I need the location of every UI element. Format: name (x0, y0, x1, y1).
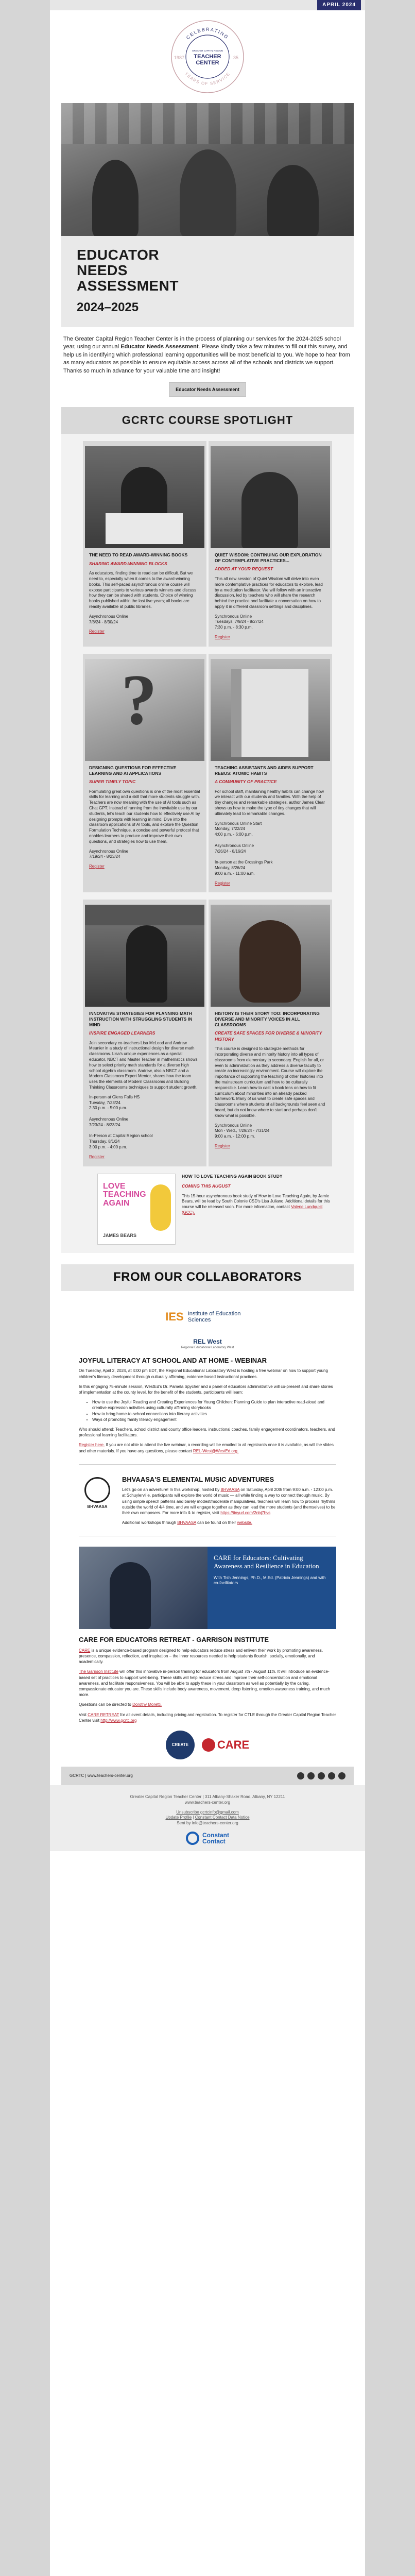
bhvaasa-url-link[interactable]: https://tinyurl.com/2nbj7hvs (220, 1511, 271, 1515)
footer-sep: | (192, 1815, 195, 1820)
course-subtitle: A COMMUNITY OF PRACTICE (215, 779, 277, 785)
care-logo-mark (202, 1738, 215, 1752)
course-image (211, 905, 330, 1007)
care-retreat-link[interactable]: CARE RETREAT (88, 1712, 119, 1717)
hero-image (61, 103, 354, 236)
course-schedule: In-person at Glens Falls HS Tuesday, 7/23/24 2:30 p.m. - 5:00 p.m. Asynchronous Online 7/23/24 - 8/23/24 In-Person at Capital Region school Thursday, 8/1/24 3:00 p.m. - 4:00 p.m. (89, 1094, 153, 1150)
course-schedule: Asynchronous Online 7/8/24 - 8/30/24 (89, 614, 129, 624)
course-desc: Join secondary co-teachers Lisa McLeod and Andrew Meunier in a study of instructional design for diverse math classrooms. Lisa's unique experiences as a special educator, NBCT and Master Teacher in mathematics shows how to select priority math standards for a diverse high school algebra classroom. Andrew, also a NBCT and a Modern Classroom Expert Mentor, shares how the team uses the elements of Modern Classrooms and Building Thinking Classrooms techniques to support student growth. (89, 1040, 198, 1090)
garrison-banner-photo (79, 1547, 208, 1629)
course-desc: As educators, finding time to read can be difficult. But we need to, especially when it comes to the award-winning books. This self-paced asynchronous online course will expose participants to various awards winners and discuss how they can be shared with students. Choice of winning books published within the last five years; all books are readily available at public libraries. (89, 571, 197, 609)
needs-assessment-button[interactable]: Educator Needs Assessment (169, 382, 246, 397)
rel-west-sub: Regional Educational Laboratory West (181, 1346, 234, 1349)
unsubscribe-link[interactable]: Unsubscribe gcrtcinfo@gmail.com (176, 1809, 239, 1815)
update-profile-link[interactable]: Update Profile (165, 1815, 192, 1820)
course-image-question-mark: ? (121, 659, 157, 740)
create-logo (166, 1731, 195, 1759)
youtube-icon[interactable] (338, 1772, 345, 1780)
garrison-p1-text: is a unique evidence-based program designed to help educators reduce stress and enliven their work by promoting awareness, presence, compassion, reflection, and inspiration – the inner resources needed to help students flourish, socially, emotionally, and academically. (79, 1648, 323, 1665)
course-image (211, 446, 330, 548)
ies-title: JOYFUL LITERACY AT SCHOOL AND AT HOME - WEBINAR (79, 1356, 267, 1364)
garrison-p4-text: Visit (79, 1712, 87, 1717)
ies-logo-name: Institute of Education Sciences (187, 1310, 241, 1323)
gcrtc-url-link[interactable]: http://www.gcrtc.org (100, 1718, 137, 1723)
course-image-figure (126, 925, 167, 1003)
book-cover-author: JAMES BEARS (103, 1233, 137, 1239)
data-notice-link[interactable]: Constant Contact Data Notice (195, 1815, 250, 1820)
create-logo-text: CREATE (171, 1742, 188, 1747)
garrison-institute-link[interactable]: The Garrison Institute (79, 1669, 118, 1674)
collab-garrison (61, 1547, 354, 1759)
hero-person (92, 160, 139, 236)
course-card (209, 441, 332, 647)
seal-year: 1987 (174, 55, 185, 60)
page-title: EDUCATOR NEEDS ASSESSMENT (77, 247, 179, 294)
constant-contact-logo[interactable] (60, 1832, 355, 1845)
course-image (85, 659, 204, 761)
course-schedule: Asynchronous Online 7/19/24 - 8/23/24 (89, 849, 129, 859)
garrison-title: CARE FOR EDUCATORS RETREAT - GARRISON INSTITUTE (79, 1636, 269, 1644)
collaborators-heading-band (61, 1264, 354, 1291)
course-grid (61, 434, 354, 1252)
ies-p2: In this engaging 75-minute session, WestEd's Dr. Pamela Spycher and a panel of educators administrative will co-present and share stories of implementation at the county level, for the benefit of the students, participants will learn: (79, 1384, 333, 1395)
ies-p1: On Tuesday, April 2, 2024, at 4:00 pm EDT, the Regional Educational Laboratory West is hosting a free webinar on how to support young children's literacy development through culturally affirming, evidence-based instructional practices. (79, 1368, 328, 1379)
card-row (61, 900, 354, 1166)
course-desc: This all new session of Quiet Wisdom will delve into even more contemplative practices for educators to explore, lead by a meditation facilitator. We will follow with an interactive discussion, led by teachers who will share the research behind the practice and facilitate a conversation on how to apply it in different classroom settings and disciplines. (215, 576, 323, 609)
intro-p1: The Greater Capital Region Teacher Center is in the process of planning our services for the 2024-2025 school year, using our annual (63, 336, 341, 350)
bhvaasa-title: BHVAASA'S ELEMENTAL MUSIC ADVENTURES (122, 1475, 274, 1483)
ies-register-link[interactable]: Register here. (79, 1443, 105, 1448)
divider (79, 1464, 336, 1465)
register-link[interactable]: Register (215, 880, 230, 886)
course-image-board (85, 905, 204, 925)
course-image (85, 905, 204, 1007)
course-schedule: Synchronous Online Start Monday, 7/22/24 4:00 p.m. - 6:00 p.m. Asynchronous Online 7/26/24 - 8/16/24 In-person at the Crossings Park Monday, 8/26/24 9:00 a.m. - 11:00 a.m. (215, 821, 273, 876)
twitter-icon[interactable] (307, 1772, 315, 1780)
hero-shelves (61, 103, 354, 144)
course-desc: This course is designed to strategize methods for incorporating diverse and minority history into all types of classrooms from elementary to secondary. English for all, or even to administration as they address a diverse faculty to create an increasingly environment. Course will explore the importance of supporting the teaching of other histories into the mainstream curriculum and how to be culturally responsible. Learn how to cast a book lens on how to fit curriculum about minorities into an already packed framework. Many of us want to create safe spaces and classrooms where students of all backgrounds feel seen and heard, but do not know where to start and perhaps don't know what is possible. (215, 1046, 325, 1118)
book-cover-art (150, 1184, 171, 1231)
bhvaasa-website-link[interactable]: website. (237, 1520, 252, 1526)
date-badge: APRIL 2024 (317, 0, 361, 10)
course-image-book-spine (231, 669, 241, 757)
course-subtitle: SUPER TIMELY TOPIC (89, 779, 136, 785)
garrison-p4 (79, 1712, 336, 1723)
course-title: QUIET WISDOM: CONTINUING OUR EXPLORATION OF CONTEMPLATIVE PRACTICES... (215, 552, 322, 563)
cc-line2: Contact (202, 1837, 226, 1845)
page-years: 2024–2025 (77, 300, 139, 314)
course-title: HISTORY IS THEIR STORY TOO: INCORPORATING DIVERSE AND MINORITY VOICES IN ALL CLASSROOMS (215, 1011, 320, 1027)
course-card (83, 900, 206, 1166)
seal-name-line3: CENTER (196, 60, 219, 66)
ies-bullet: • How to bring home-to-school connections into literacy activities (92, 1411, 336, 1417)
garrison-p3 (79, 1702, 336, 1707)
intro-p2: . Please kindly take a few minutes to fill out this survey, and help us in identifying which professional learning opportunities will be most beneficial to you. We hope to hear from as many educators as possible to ensure equitable access across all of the schools and districts we support. Thanks so much in advance for your valuable time and insight! (63, 344, 350, 374)
register-link[interactable]: Register (215, 1143, 230, 1148)
course-image-face (239, 920, 301, 1003)
course-image-book (106, 513, 183, 544)
bhvaasa-logo-text: BHVAASA (87, 1504, 108, 1509)
hero-person (180, 149, 236, 236)
ies-email-link[interactable]: REL-West@WestEd.org. (193, 1448, 239, 1453)
card-row (61, 441, 354, 647)
course-image (85, 446, 204, 548)
footer-website: www.teachers-center.org (184, 1800, 231, 1805)
bhvaasa-link[interactable]: BHVAASA (177, 1520, 196, 1526)
footer-sent-by: Sent by info@teachers-center.org (177, 1821, 238, 1826)
seal-number: 35 (233, 55, 239, 60)
course-title: INNOVATIVE STRATEGIES FOR PLANNING MATH INSTRUCTION WITH STRUGGLING STUDENTS IN MIND (89, 1011, 193, 1027)
book-desc-text: This 15-hour asynchronous book study of How to Love Teaching Again, by Jamie Bears, will be lead by South Colonie CSD's Lisa Juliano. Additional details for this course will be released soon. For more information, contact (182, 1193, 330, 1210)
card-row (61, 654, 354, 892)
care-logo (202, 1737, 249, 1753)
course-subtitle: CREATE SAFE SPACES FOR DIVERSE & MINORITY HISTORY (215, 1030, 322, 1042)
garrison-p2-text: will offer this innovative in-person training for educators from August 7th - August 11th. It will introduce an evidence-based set of practices to support well-being. These skills will help reduce stress and improve their self-concentration and emotional awareness, and facilitate responsiveness. You will be able to apply these in your classroom as well as potentially by the caring, compassionate educator you are. These skills include body awareness, movement, deep listening, emotion-awareness training, and much more. (79, 1669, 331, 1698)
seal-arc-top: CELEBRATING (185, 26, 230, 41)
top-bar (50, 0, 365, 10)
intro-text (63, 335, 352, 375)
bhvaasa-p1 (122, 1487, 336, 1516)
ies-bullet: • Ways of promoting family literacy engagement (92, 1417, 336, 1422)
email-body (50, 0, 365, 2576)
seal-name-line1: GREATER CAPITAL REGION (192, 49, 223, 52)
spotlight-heading-band (61, 407, 354, 434)
bhvaasa-logo-mark (84, 1477, 110, 1503)
collab-ies (61, 1296, 354, 1454)
garrison-p1 (79, 1648, 336, 1665)
constant-contact-icon (186, 1832, 199, 1845)
cc-line1: Constant (202, 1831, 229, 1839)
bhvaasa-p1-text: Let's go on an adventure! In this workshop, hosted by (122, 1487, 220, 1493)
hero-person (267, 165, 319, 236)
course-image-figure (241, 472, 298, 548)
register-link[interactable]: Register (89, 864, 105, 869)
register-link[interactable]: Register (89, 1154, 105, 1159)
facebook-icon[interactable] (297, 1772, 304, 1780)
ies-logo-mark: IES (165, 1310, 184, 1323)
garrison-p4b-text: for all event details, including pricing and registration. To register for CTLE through the Greater Capital Region Teacher Center visit (79, 1712, 336, 1723)
course-card (83, 654, 206, 892)
course-card (209, 654, 332, 892)
book-desc (182, 1194, 330, 1216)
care-logo-text: CARE (217, 1738, 250, 1752)
course-subtitle: INSPIRE ENGAGED LEARNERS (89, 1030, 155, 1036)
rel-west-logo: REL West (193, 1337, 222, 1345)
course-card (83, 441, 206, 647)
collaborators-heading: FROM OUR COLLABORATORS (113, 1270, 302, 1284)
instagram-icon[interactable] (318, 1772, 325, 1780)
register-link[interactable]: Register (89, 629, 105, 634)
book-study (61, 1174, 354, 1245)
footer (50, 1785, 365, 1851)
book-title: HOW TO LOVE TEACHING AGAIN BOOK STUDY (182, 1173, 283, 1179)
course-title: DESIGNING QUESTIONS FOR EFFECTIVE LEARNING AND AI APPLICATIONS (89, 765, 177, 776)
logo-area (50, 10, 365, 103)
course-subtitle: ADDED AT YOUR REQUEST (215, 566, 273, 572)
dorothy-moretti-link[interactable]: Dorothy Moretti. (132, 1702, 162, 1707)
ies-p4-text: If you are not able to attend the live webinar, a recording will be emailed to all registrants once it is available, as will the slides and other materials. If you have any questions, please contact (79, 1443, 334, 1453)
course-subtitle: SHARING AWARD-WINNING BLOCKS (89, 561, 167, 566)
care-link[interactable]: CARE (79, 1648, 91, 1653)
bhvaasa-p1b-text: on Saturday, April 20th from 9:00 a.m. - 12:00 p.m. at Schuylerville, participants will explore the world of music — all while finding a way to connect through music. By using simple speech patterns and barely modest/moderate manipulatives, teachers will learn how to process rhythms outside the world of 4/4 time, and we will engage together as they can lead the more students (and themselves) to be their own composers. For more info & to register, visit (122, 1487, 336, 1515)
intro-bold: Educator Needs Assessment (120, 344, 199, 350)
course-desc: For school staff, maintaining healthy habits can change how we interact with our students and families. With the help of tiny changes and remarkable strategies, author James Clear shows us how to make the type of tiny changes that will ultimately lead to remarkable changes. (215, 789, 325, 816)
ies-logo (79, 1296, 336, 1337)
bhvaasa-p2-text: Additional workshops through (122, 1520, 176, 1526)
linkedin-icon[interactable] (328, 1772, 335, 1780)
gcrtc-seal-logo (169, 18, 246, 95)
book-subtitle: COMING THIS AUGUST (182, 1183, 231, 1189)
footer-address: Greater Capital Region Teacher Center | 311 Albany-Shaker Road, Albany, NY 12211 (130, 1794, 285, 1799)
button-row (50, 382, 365, 397)
garrison-banner-title: CARE for Educators: Cultivating Awareness and Resilience in Education (214, 1554, 319, 1570)
garrison-banner[interactable] (79, 1547, 336, 1629)
title-block (61, 236, 354, 327)
course-card (209, 900, 332, 1166)
course-desc: Formulating great own questions is one of the most essential skills for learning and a skill that more students struggle with. Teachers are now meaning with the use of AI tools such as Chat GPT. Instead of running from the inevitable use by our students, let's teach our students how to effectively use AI by designing prompts with learning in mind. Dive into the classroom applications of AI tools, and explore the Question Formulation Technique, a concise and powerful protocol that enables learners to produce and improve their own questions, and strategies how to use them. (89, 789, 200, 844)
course-image (211, 659, 330, 761)
course-title: TEACHING ASSISTANTS AND AIDES SUPPORT REBUS: ATOMIC HABITS (215, 765, 314, 776)
garrison-banner-sub: With Tish Jennings, Ph.D., M.Ed. (Patricia Jennings) and with co-facilitators (214, 1575, 326, 1585)
bhvaasa-link[interactable]: BHVAASA (220, 1487, 240, 1493)
spotlight-heading: GCRTC COURSE SPOTLIGHT (122, 414, 293, 427)
course-schedule: Synchronous Online Mon - Wed., 7/29/24 - 7/31/24 9:00 a.m. - 12:00 p.m. (215, 1123, 270, 1139)
bhvaasa-logo (79, 1475, 116, 1512)
care-logos (79, 1731, 336, 1759)
garrison-p2 (79, 1669, 336, 1698)
garrison-p3-text: Questions can be directed to (79, 1702, 131, 1707)
seal-arc-bottom: YEARS OF SERVICE (184, 71, 231, 87)
seal-name-line2: TEACHER (194, 54, 221, 60)
book-cover-title: LOVE TEACHING AGAIN (103, 1181, 146, 1208)
book-cover (97, 1174, 176, 1245)
garrison-photo-figure (110, 1562, 151, 1629)
social-bar (61, 1767, 354, 1785)
register-link[interactable]: Register (215, 635, 230, 640)
course-title: THE NEED TO READ AWARD-WINNING BOOKS (89, 552, 188, 558)
book-contact-link[interactable]: Valerie Lundquist (GCC). (182, 1205, 323, 1215)
ies-bullets (92, 1399, 336, 1422)
ies-bullet: • How to use the Joyful Reading and Creating Experiences for Young Children: Planning Guide to plan interactive read-aloud and creative expression activities using culturally affirming storybooks (92, 1399, 336, 1411)
bhvaasa-p2b-text: can be found on their (196, 1520, 236, 1526)
ies-p3: Who should attend: Teachers, school district and county office leaders, instructional coaches, family engagement coordinators, teachers, and professional learning facilitators. (79, 1427, 335, 1438)
bhvaasa-p2 (122, 1520, 336, 1526)
collab-bhvaasa (61, 1475, 354, 1526)
social-bar-text: GCRTC | www.teachers-center.org (70, 1773, 133, 1778)
course-image-book (231, 669, 308, 757)
ies-p4 (79, 1442, 336, 1453)
course-schedule: Synchronous Online Tuesdays, 7/9/24 - 8/27/24 7:30 p.m. - 8:30 p.m. (215, 614, 264, 630)
